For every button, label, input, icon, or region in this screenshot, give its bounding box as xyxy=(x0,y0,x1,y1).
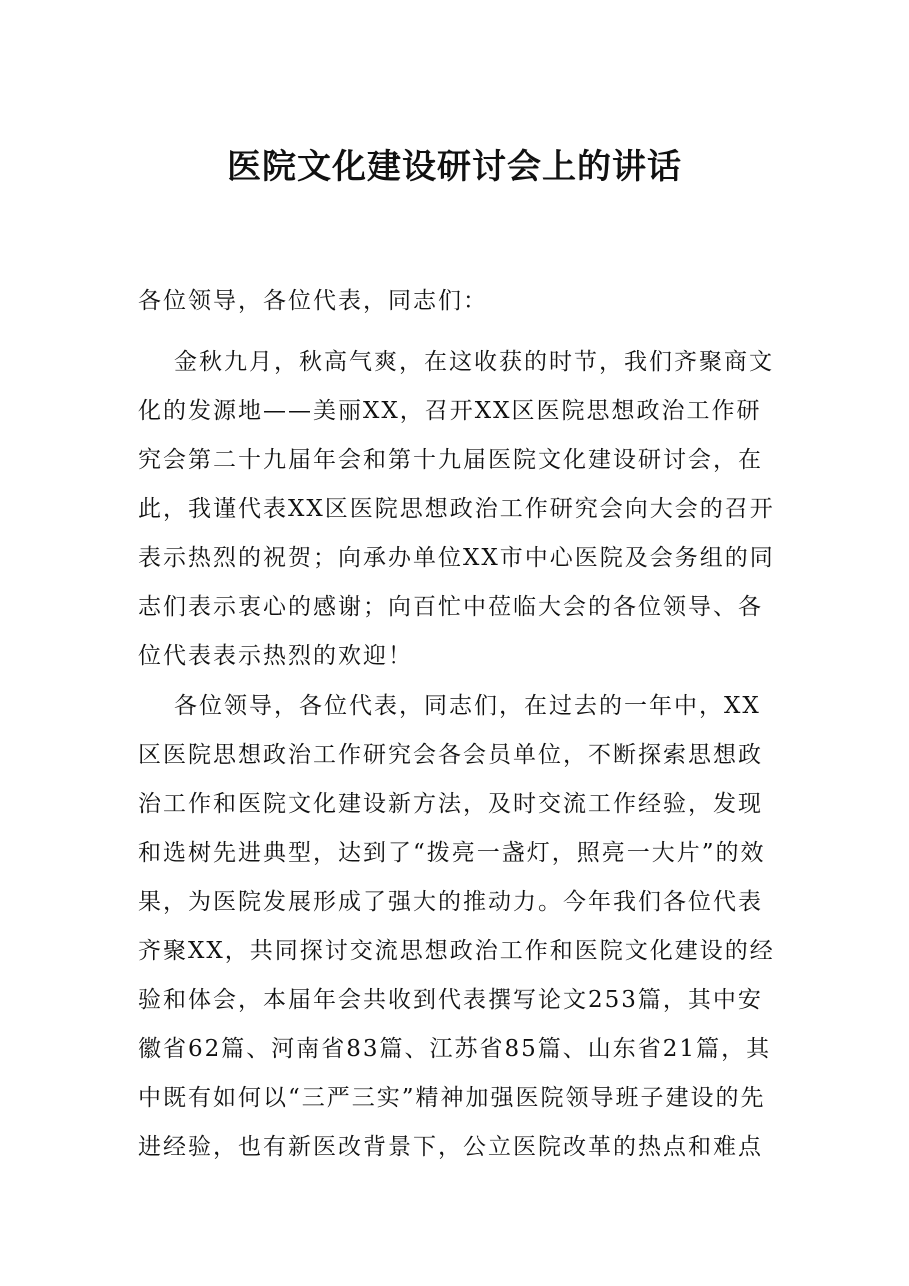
paragraph-opening: 金秋九月，秋高气爽，在这收获的时节，我们齐聚商文化的发源地——美丽XX，召开XX区医院思想政治工作研究会第二十九届年会和第十九届医院文化建设研讨会，在此，我谨代表XX区医院思想政治工作研究会向大会的召开表示热烈的祝贺；向承办单位XX市中心医院及会务组的同志们表示衷心的感谢；向百忙中莅临大会的各位领导、各位代表表示热烈的欢迎！ xyxy=(138,349,775,669)
document-title: 医院文化建设研讨会上的讲话 xyxy=(227,147,682,187)
paragraph-review: 各位领导，各位代表，同志们，在过去的一年中，XX区医院思想政治工作研究会各会员单位，不断探索思想政治工作和医院文化建设新方法，及时交流工作经验，发现和选树先进典型，达到了“拨亮一盏灯，照亮一大片”的效果，为医院发展形成了强大的推动力。今年我们各位代表齐聚XX，共同探讨交流思想政治工作和医院文化建设的经验和体会，本届年会共收到代表撰写论文253篇，其中安徽省62篇、河南省83篇、江苏省85篇、山东省21篇，其中既有如何以“三严三实”精神加强医院领导班子建设的先进经验，也有新医改背景下，公立医院改革的热点和难点 xyxy=(138,693,775,1160)
salutation-line: 各位领导，各位代表，同志们： xyxy=(138,288,488,314)
